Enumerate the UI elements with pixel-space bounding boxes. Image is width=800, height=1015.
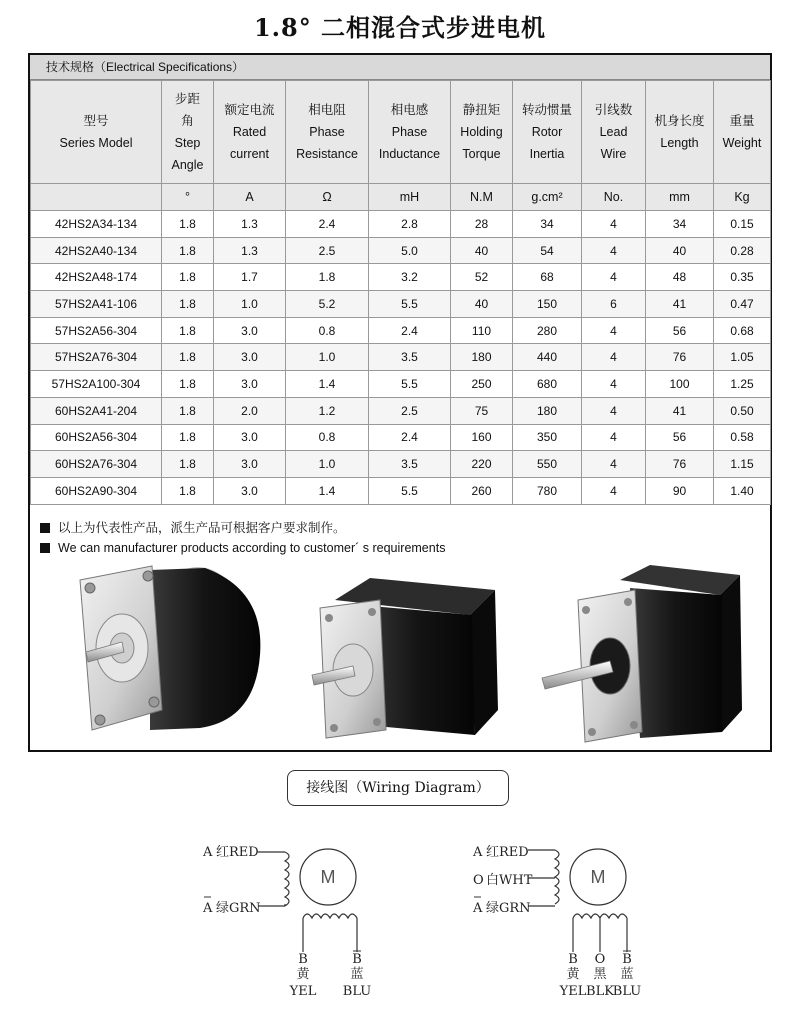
table-cell: 1.8 — [162, 424, 214, 451]
model-cell: 60HS2A41-204 — [31, 397, 162, 424]
table-row — [31, 424, 771, 451]
wiring-diagram-6-lead — [528, 849, 627, 952]
table-cell: 1.8 — [162, 291, 214, 318]
unit-cell: Ω — [286, 184, 369, 211]
table-cell: 3.0 — [214, 344, 286, 371]
table-row — [31, 211, 771, 238]
label-a: A — [203, 845, 213, 860]
table-cell: 1.0 — [286, 451, 369, 478]
table-row — [31, 317, 771, 344]
table-cell: 180 — [451, 344, 513, 371]
table-cell: 75 — [451, 397, 513, 424]
table-cell: 1.40 — [714, 477, 771, 504]
model-cell: 60HS2A76-304 — [31, 451, 162, 478]
wire-green-label: 绿GRN — [216, 901, 261, 916]
wire-yellow-en: YEL — [559, 984, 587, 999]
model-cell: 42HS2A48-174 — [31, 264, 162, 291]
table-row — [31, 397, 771, 424]
bullet-square-icon — [40, 543, 50, 553]
col-header-phase-resistance: 相电阻 Phase Resistance — [286, 81, 369, 184]
table-row — [31, 237, 771, 264]
table-row — [31, 291, 771, 318]
table-cell: 0.28 — [714, 237, 771, 264]
unit-cell: g.cm² — [513, 184, 582, 211]
table-cell: 780 — [513, 477, 582, 504]
table-cell: 160 — [451, 424, 513, 451]
table-cell: 1.8 — [162, 317, 214, 344]
table-cell: 34 — [513, 211, 582, 238]
table-cell: 2.5 — [286, 237, 369, 264]
table-cell: 56 — [646, 424, 714, 451]
table-cell: 90 — [646, 477, 714, 504]
table-cell: 54 — [513, 237, 582, 264]
table-cell: 110 — [451, 317, 513, 344]
spec-header: 技术规格（Electrical Specifications） — [30, 55, 770, 80]
wire-green-label: 绿GRN — [486, 901, 531, 916]
wiring-diagram — [0, 820, 800, 1015]
unit-cell: No. — [582, 184, 646, 211]
table-cell: 550 — [513, 451, 582, 478]
table-cell: 0.58 — [714, 424, 771, 451]
unit-cell: Kg — [714, 184, 771, 211]
table-cell: 4 — [582, 237, 646, 264]
model-cell: 42HS2A40-134 — [31, 237, 162, 264]
note-line — [40, 518, 445, 538]
table-cell: 2.4 — [286, 211, 369, 238]
table-cell: 0.8 — [286, 424, 369, 451]
table-cell: 1.8 — [162, 237, 214, 264]
table-cell: 4 — [582, 344, 646, 371]
table-cell: 4 — [582, 451, 646, 478]
table-cell: 68 — [513, 264, 582, 291]
label-b-bar: B — [352, 952, 362, 967]
col-header-rated-current: 额定电流 Rated current — [214, 81, 286, 184]
table-cell: 52 — [451, 264, 513, 291]
table-cell: 1.0 — [286, 344, 369, 371]
note-text-zh: 以上为代表性产品，派生产品可根据客户要求制作。 — [58, 521, 346, 535]
table-cell: 0.8 — [286, 317, 369, 344]
table-cell: 1.4 — [286, 477, 369, 504]
table-cell: 3.5 — [369, 451, 451, 478]
table-cell: 48 — [646, 264, 714, 291]
wire-yellow-zh: 黄 — [566, 967, 580, 982]
wiring-diagram-title: 接线图（Wiring Diagram） — [287, 770, 509, 806]
table-cell: 40 — [646, 237, 714, 264]
wire-blue-en: BLU — [342, 984, 372, 999]
table-cell: 2.0 — [214, 397, 286, 424]
table-cell: 6 — [582, 291, 646, 318]
table-cell: 41 — [646, 291, 714, 318]
table-cell: 1.8 — [162, 211, 214, 238]
label-a-bar: A — [473, 901, 483, 916]
wire-yellow-zh: 黄 — [296, 967, 310, 982]
table-row — [31, 371, 771, 398]
table-cell: 150 — [513, 291, 582, 318]
wiring-diagram-4-lead — [258, 849, 357, 952]
label-a: A — [473, 845, 483, 860]
table-cell: 1.05 — [714, 344, 771, 371]
wire-yellow-en: YEL — [289, 984, 317, 999]
model-cell: 57HS2A100-304 — [31, 371, 162, 398]
table-cell: 4 — [582, 264, 646, 291]
table-cell: 1.8 — [162, 344, 214, 371]
table-cell: 5.5 — [369, 477, 451, 504]
table-cell: 5.2 — [286, 291, 369, 318]
label-o: O — [594, 952, 606, 967]
model-cell: 57HS2A76-304 — [31, 344, 162, 371]
table-cell: 4 — [582, 371, 646, 398]
table-cell: 180 — [513, 397, 582, 424]
page-title: 1.8° 二相混合式步进电机 — [253, 13, 547, 42]
unit-cell: ° — [162, 184, 214, 211]
table-cell: 1.7 — [214, 264, 286, 291]
wire-blue-zh: 蓝 — [350, 967, 364, 982]
table-cell: 3.5 — [369, 344, 451, 371]
table-cell: 1.8 — [162, 451, 214, 478]
table-cell: 2.4 — [369, 424, 451, 451]
table-cell: 440 — [513, 344, 582, 371]
model-cell: 57HS2A56-304 — [31, 317, 162, 344]
table-cell: 350 — [513, 424, 582, 451]
table-cell: 1.8 — [286, 264, 369, 291]
wire-black-zh: 黑 — [593, 967, 607, 982]
model-cell: 42HS2A34-134 — [31, 211, 162, 238]
table-cell: 100 — [646, 371, 714, 398]
table-cell: 4 — [582, 317, 646, 344]
table-cell: 4 — [582, 424, 646, 451]
bullet-square-icon — [40, 523, 50, 533]
table-cell: 1.8 — [162, 371, 214, 398]
table-cell: 3.0 — [214, 451, 286, 478]
col-header-length: 机身长度 Length — [646, 81, 714, 184]
label-b-bar: B — [622, 952, 632, 967]
motor-photo-square-angled — [542, 565, 742, 742]
table-cell: 280 — [513, 317, 582, 344]
table-cell: 1.25 — [714, 371, 771, 398]
spec-table-body — [31, 211, 771, 505]
table-cell: 5.5 — [369, 371, 451, 398]
units-row — [31, 184, 771, 211]
table-cell: 76 — [646, 451, 714, 478]
table-cell: 3.0 — [214, 371, 286, 398]
col-header-weight: 重量 Weight — [714, 81, 771, 184]
wire-blue-en: BLU — [612, 984, 642, 999]
note-line — [40, 538, 445, 558]
spec-table — [30, 80, 771, 505]
table-cell: 0.15 — [714, 211, 771, 238]
unit-cell: mH — [369, 184, 451, 211]
table-cell: 1.2 — [286, 397, 369, 424]
table-cell: 34 — [646, 211, 714, 238]
table-cell: 4 — [582, 211, 646, 238]
wire-blue-zh: 蓝 — [620, 967, 634, 982]
table-cell: 5.0 — [369, 237, 451, 264]
table-cell: 40 — [451, 237, 513, 264]
motor-symbol-label: M — [320, 867, 336, 887]
wire-black-en: BLK — [586, 984, 614, 999]
table-cell: 0.68 — [714, 317, 771, 344]
col-header-rotor-inertia: 转动惯量 Rotor Inertia — [513, 81, 582, 184]
motor-photo-square — [312, 578, 498, 738]
table-cell: 3.2 — [369, 264, 451, 291]
table-cell: 28 — [451, 211, 513, 238]
motor-photos — [30, 560, 770, 750]
table-cell: 76 — [646, 344, 714, 371]
table-cell: 1.8 — [162, 397, 214, 424]
table-cell: 2.8 — [369, 211, 451, 238]
table-cell: 1.8 — [162, 264, 214, 291]
table-cell: 2.4 — [369, 317, 451, 344]
table-cell: 220 — [451, 451, 513, 478]
notes — [40, 518, 445, 558]
wire-red-label: 红RED — [216, 845, 259, 860]
motor-symbol-label: M — [590, 867, 606, 887]
unit-cell: A — [214, 184, 286, 211]
label-a-bar: A — [203, 901, 213, 916]
model-cell: 60HS2A90-304 — [31, 477, 162, 504]
table-row — [31, 451, 771, 478]
label-b: B — [568, 952, 578, 967]
table-cell: 250 — [451, 371, 513, 398]
unit-cell — [31, 184, 162, 211]
table-cell: 4 — [582, 397, 646, 424]
table-cell: 680 — [513, 371, 582, 398]
table-row — [31, 264, 771, 291]
wire-white-label: 白WHT — [486, 873, 533, 888]
table-cell: 1.3 — [214, 211, 286, 238]
label-b: B — [298, 952, 308, 967]
unit-cell: N.M — [451, 184, 513, 211]
wire-red-label: 红RED — [486, 845, 529, 860]
unit-cell: mm — [646, 184, 714, 211]
table-cell: 0.35 — [714, 264, 771, 291]
table-cell: 5.5 — [369, 291, 451, 318]
spec-frame — [28, 53, 772, 752]
col-header-model: 型号 Series Model — [31, 81, 162, 184]
wiring-labels-right — [472, 845, 641, 999]
col-header-holding-torque: 静扭矩 Holding Torque — [451, 81, 513, 184]
model-cell: 60HS2A56-304 — [31, 424, 162, 451]
table-row — [31, 344, 771, 371]
table-cell: 1.4 — [286, 371, 369, 398]
motor-photo-round — [80, 566, 260, 730]
table-cell: 3.0 — [214, 477, 286, 504]
col-header-phase-inductance: 相电感 Phase Inductance — [369, 81, 451, 184]
table-cell: 1.8 — [162, 477, 214, 504]
table-cell: 1.15 — [714, 451, 771, 478]
table-cell: 40 — [451, 291, 513, 318]
table-cell: 56 — [646, 317, 714, 344]
table-cell: 4 — [582, 477, 646, 504]
table-cell: 260 — [451, 477, 513, 504]
table-cell: 1.3 — [214, 237, 286, 264]
col-header-step-angle: 步距 角 Step Angle — [162, 81, 214, 184]
label-o: O — [473, 873, 484, 888]
col-header-lead-wire: 引线数 Lead Wire — [582, 81, 646, 184]
model-cell: 57HS2A41-106 — [31, 291, 162, 318]
table-cell: 3.0 — [214, 317, 286, 344]
table-cell: 0.50 — [714, 397, 771, 424]
table-row — [31, 477, 771, 504]
table-cell: 3.0 — [214, 424, 286, 451]
column-header-row — [31, 81, 771, 184]
note-text-en: We can manufacturer products according to customer´ s requirements — [58, 541, 446, 555]
table-cell: 1.0 — [214, 291, 286, 318]
table-cell: 2.5 — [369, 397, 451, 424]
table-cell: 41 — [646, 397, 714, 424]
table-cell: 0.47 — [714, 291, 771, 318]
